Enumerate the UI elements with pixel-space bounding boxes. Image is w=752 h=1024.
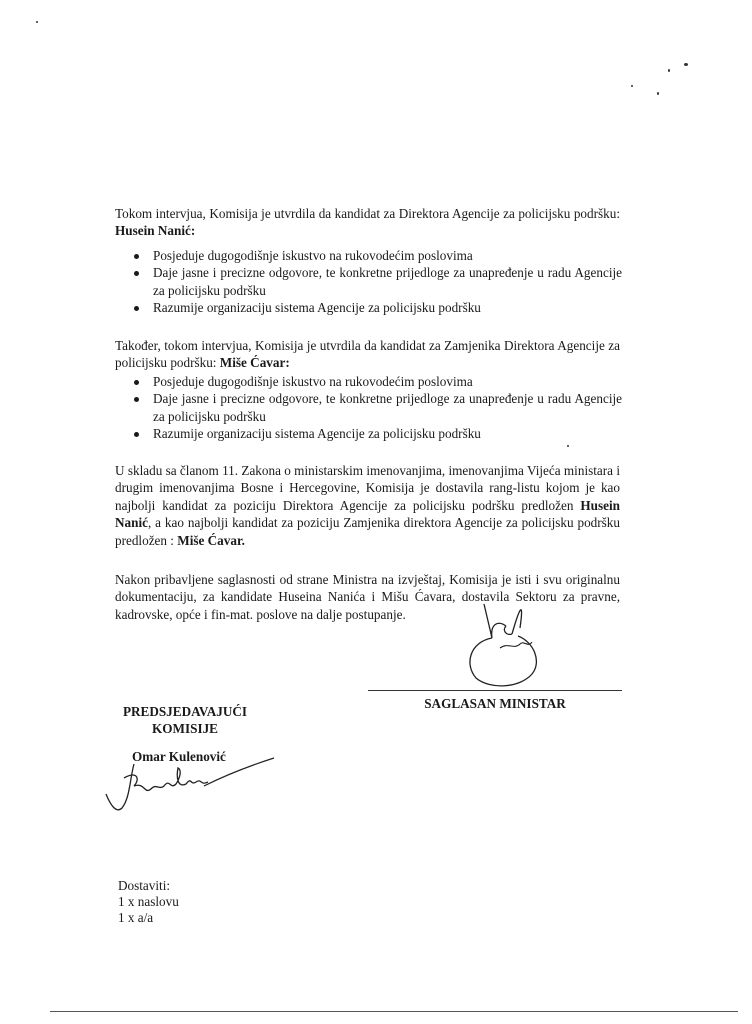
chair-title-line1: PREDSJEDAVAJUĆI xyxy=(122,704,248,719)
deputy-qualities-list xyxy=(132,373,622,443)
minister-signature-line xyxy=(368,690,622,691)
paragraph-deputy-finding xyxy=(115,337,620,372)
chair-title xyxy=(110,703,260,737)
footer-rule xyxy=(50,1011,738,1012)
distribution-item: 1 x naslovu xyxy=(118,894,179,909)
chair-title-line2: KOMISIJE xyxy=(152,721,218,736)
ranking-name-director: Husein Nanić xyxy=(115,497,620,531)
distribution-heading: Dostaviti: xyxy=(118,878,171,893)
chair-name: Omar Kulenović xyxy=(132,749,226,764)
minister-signature xyxy=(462,598,562,693)
director-qualities-list xyxy=(132,247,622,317)
director-candidate-name: Husein Nanić: xyxy=(115,223,196,239)
list-item: Razumije organizaciju sistema Agencije za policijsku podršku xyxy=(132,425,622,442)
distribution-list xyxy=(118,878,179,926)
list-item: Daje jasne i precizne odgovore, te konkretne prijedloge za unapređenje u radu Agencije za policijsku podršku xyxy=(132,264,622,299)
list-item: Daje jasne i precizne odgovore, te konkretne prijedloge za unapređenje u radu Agencije za policijsku podršku xyxy=(132,390,622,425)
paragraph-director-text: Tokom intervjua, Komisija je utvrdila da kandidat za Direktora Agencije za policijsku podršku: xyxy=(115,206,620,221)
chair-signature xyxy=(104,756,276,818)
paragraph-deputy-text: Također, tokom intervjua, Komisija je utvrdila da kandidat za Zamjenika Direktora Agencije za policijsku podršku: xyxy=(115,338,620,371)
deputy-candidate-name: Miše Ćavar: xyxy=(219,355,290,371)
ranking-name-deputy: Miše Ćavar. xyxy=(177,532,245,548)
distribution-item: 1 x a/a xyxy=(118,910,154,925)
list-item: Posjeduje dugogodišnje iskustvo na rukovodećim poslovima xyxy=(132,247,622,264)
ranking-text-part1: U skladu sa članom 11. Zakona o ministarskim imenovanjima, imenovanjima Vijeća ministara i drugim imenovanjima Bosne i Hercegovine, Komisija je dostavila rang-listu kojom je kao najbolji kandidat za poziciju Direktora Agencije za policijsku podršku predložen xyxy=(115,463,620,513)
list-item: Razumije organizaciju sistema Agencije za policijsku podršku xyxy=(132,299,622,316)
ranking-text-part2: , a kao najbolji kandidat za poziciju Zamjenika direktora Agencije za policijsku podršku predložen : xyxy=(115,515,620,548)
paragraph-ranking xyxy=(115,462,620,549)
minister-title: SAGLASAN MINISTAR xyxy=(424,696,566,711)
paragraph-director-finding xyxy=(115,205,620,240)
paragraph-submission: Nakon pribavljene saglasnosti od strane Ministra na izvještaj, Komisija je isti i svu originalnu dokumentaciju, za kandidate Huseina Nanića i Mišu Ćavara, dostavila Sektoru za pravne, kadrovske, opće i fin-mat. poslove na dalje postupanje. xyxy=(115,572,620,622)
list-item: Posjeduje dugogodišnje iskustvo na rukovodećim poslovima xyxy=(132,373,622,390)
